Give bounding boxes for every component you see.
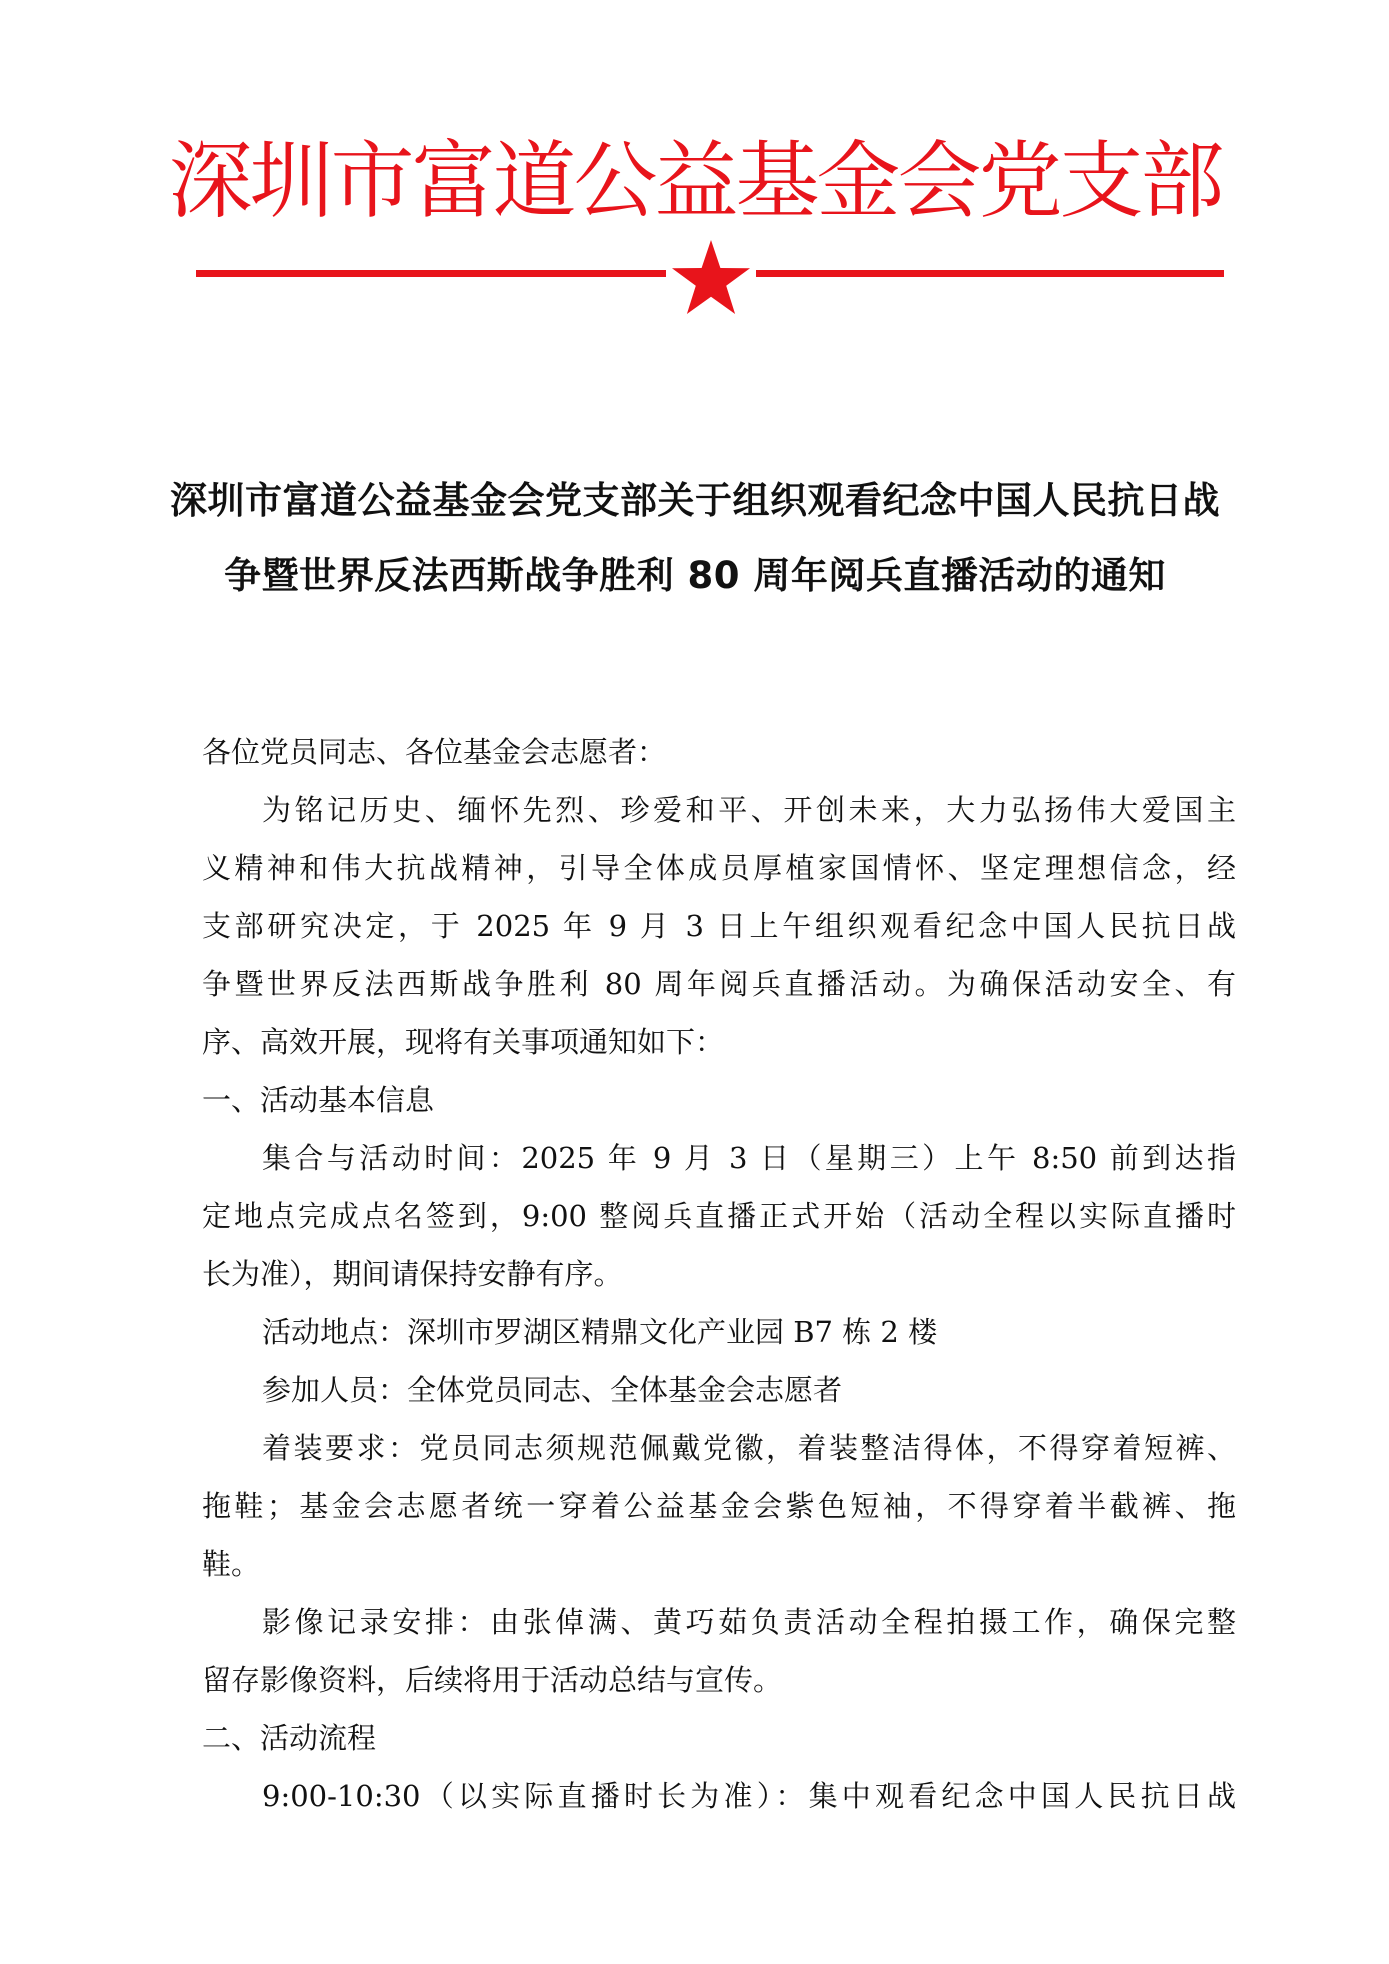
participants-line: 参加人员：全体党员同志、全体基金会志愿者 (262, 1373, 843, 1407)
notice-title-line-1: 深圳市富道公益基金会党支部关于组织观看纪念中国人民抗日战 (170, 479, 1220, 522)
organization-header: 深圳市富道公益基金会党支部 (168, 132, 1222, 230)
process-step-line: 9:00-10:30（以实际直播时长为准）：集中观看纪念中国人民抗日战 (262, 1779, 1236, 1813)
intro-line: 为铭记历史、缅怀先烈、珍爱和平、开创未来，大力弘扬伟大爱国主 (262, 793, 1236, 827)
dress-paragraph-line: 鞋。 (202, 1547, 261, 1581)
greeting: 各位党员同志、各位基金会志愿者： (202, 735, 667, 769)
intro-line: 争暨世界反法西斯战争胜利 80 周年阅兵直播活动。为确保活动安全、有 (202, 967, 1236, 1001)
time-paragraph-line: 长为准），期间请保持安静有序。 (202, 1257, 623, 1291)
notice-title-line-2: 争暨世界反法西斯战争胜利 80 周年阅兵直播活动的通知 (224, 554, 1166, 597)
red-star-icon (670, 238, 752, 318)
section-heading-process: 二、活动流程 (202, 1721, 377, 1755)
photo-paragraph-line: 留存影像资料，后续将用于活动总结与宣传。 (202, 1663, 783, 1697)
intro-line: 义精神和伟大抗战精神，引导全体成员厚植家国情怀、坚定理想信念，经 (202, 851, 1236, 885)
dress-paragraph-line: 拖鞋；基金会志愿者统一穿着公益基金会紫色短袖，不得穿着半截裤、拖 (202, 1489, 1236, 1523)
location-line: 活动地点：深圳市罗湖区精鼎文化产业园 B7 栋 2 楼 (262, 1315, 938, 1349)
dress-paragraph-line: 着装要求：党员同志须规范佩戴党徽，着装整洁得体，不得穿着短裤、 (262, 1431, 1236, 1465)
intro-line: 支部研究决定，于 2025 年 9 月 3 日上午组织观看纪念中国人民抗日战 (202, 909, 1236, 943)
intro-line: 序、高效开展，现将有关事项通知如下： (202, 1025, 725, 1059)
time-paragraph-line: 集合与活动时间：2025 年 9 月 3 日（星期三）上午 8:50 前到达指 (262, 1141, 1236, 1175)
section-heading-basic-info: 一、活动基本信息 (202, 1083, 435, 1117)
photo-paragraph-line: 影像记录安排：由张倬满、黄巧茹负责活动全程拍摄工作，确保完整 (262, 1605, 1236, 1639)
time-paragraph-line: 定地点完成点名签到，9:00 整阅兵直播正式开始（活动全程以实际直播时 (202, 1199, 1236, 1233)
header-rule-right (756, 270, 1224, 277)
header-rule-left (196, 270, 666, 277)
